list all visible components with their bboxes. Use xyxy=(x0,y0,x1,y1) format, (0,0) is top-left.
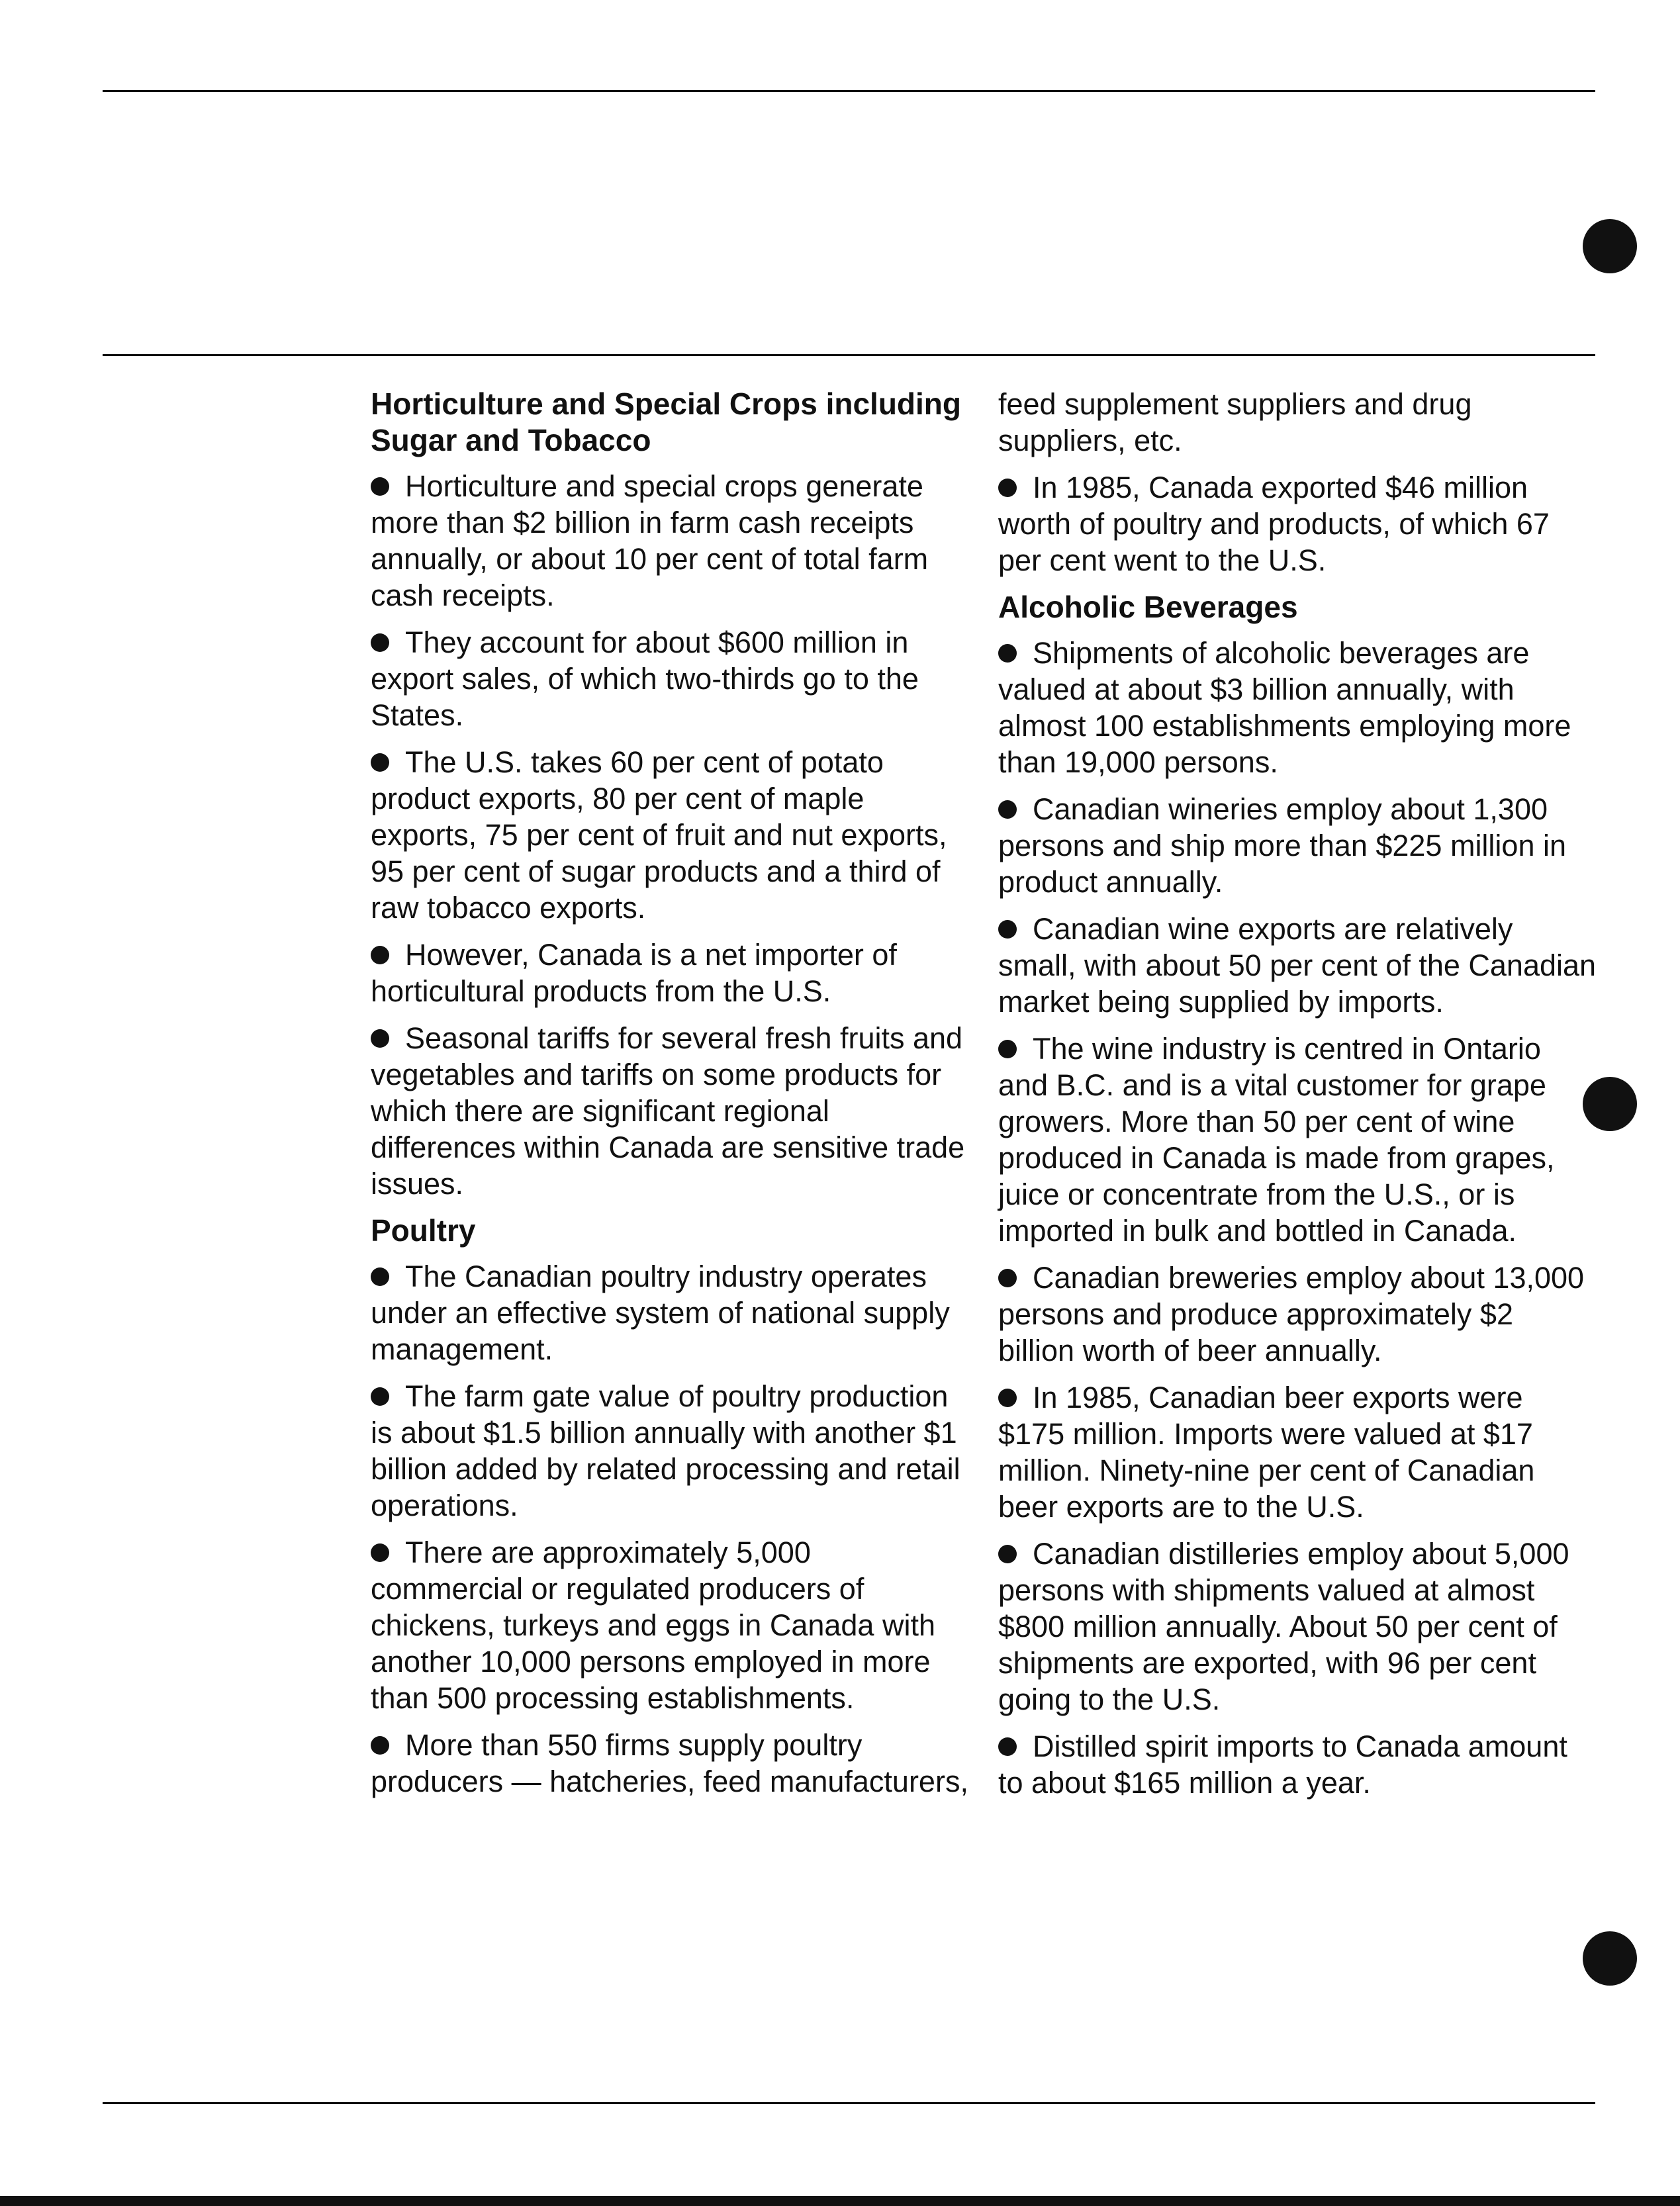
bullet-text: Horticulture and special crops generate more than $2 billion in farm cash receipts annually, or about 10 per cent of total farm cash receipts. xyxy=(371,469,929,612)
bullet-item xyxy=(998,911,1597,1020)
bullet-text: Canadian wine exports are relatively small, with about 50 per cent of the Canadian market being supplied by imports. xyxy=(998,912,1597,1019)
bullet-text: Shipments of alcoholic beverages are valued at about $3 billion annually, with almost 100 establishments employing more than 19,000 persons. xyxy=(998,636,1571,779)
bullet-text: Canadian breweries employ about 13,000 persons and produce approximately $2 billion worth of beer annually. xyxy=(998,1261,1585,1367)
bullet-icon xyxy=(371,633,389,652)
bullet-icon xyxy=(998,1737,1017,1756)
bullet-icon xyxy=(998,800,1017,819)
page-edge-bar xyxy=(0,2196,1680,2206)
bullet-item xyxy=(371,937,970,1009)
bullet-text: In 1985, Canadian beer exports were $175 million. Imports were valued at $17 million. Ninety-nine per cent of Canadian beer exports are to the U.S. xyxy=(998,1381,1535,1524)
bullet-icon xyxy=(998,644,1017,663)
bullet-text: The wine industry is centred in Ontario and B.C. and is a vital customer for grape growers. More than 50 per cent of wine produced in Canada is made from grapes, juice or concentrate from the U.S., or is imported in bulk and bottled in Canada. xyxy=(998,1032,1555,1248)
bullet-text: In 1985, Canada exported $46 million worth of poultry and products, of which 67 per cent went to the U.S. xyxy=(998,471,1550,577)
bullet-icon xyxy=(371,1029,389,1048)
punch-hole-icon xyxy=(1583,1931,1637,1986)
bullet-text: The Canadian poultry industry operates under an effective system of national supply management. xyxy=(371,1260,950,1366)
bullet-icon xyxy=(371,1543,389,1562)
bullet-item xyxy=(371,1378,970,1524)
section-heading-horticulture: Horticulture and Special Crops including Sugar and Tobacco xyxy=(371,387,961,457)
bullet-text: They account for about $600 million in export sales, of which two-thirds go to the States. xyxy=(371,625,919,732)
bullet-text: The U.S. takes 60 per cent of potato product exports, 80 per cent of maple exports, 75 per cent of fruit and nut exports, 95 per cent of sugar products and a third of raw tobacco exports. xyxy=(371,745,947,925)
bullet-icon xyxy=(998,1269,1017,1287)
section-heading-poultry: Poultry xyxy=(371,1213,476,1248)
bullet-item xyxy=(998,1536,1597,1718)
bullet-icon xyxy=(371,1387,389,1406)
bullet-item xyxy=(371,468,970,614)
left-column xyxy=(371,386,970,1810)
bullet-item xyxy=(998,1728,1597,1801)
bullet-icon xyxy=(998,1040,1017,1058)
bullet-item xyxy=(998,469,1597,578)
bullet-icon xyxy=(998,920,1017,939)
bullet-icon xyxy=(371,1736,389,1755)
bullet-icon xyxy=(371,946,389,964)
continued-paragraph: feed supplement suppliers and drug suppliers, etc. xyxy=(998,387,1472,457)
top-rule-1 xyxy=(103,90,1595,92)
top-rule-2 xyxy=(103,354,1595,356)
bullet-item xyxy=(998,1379,1597,1525)
bullet-item xyxy=(998,791,1597,900)
bullet-icon xyxy=(371,1267,389,1286)
bullet-item xyxy=(371,1258,970,1367)
bullet-text: More than 550 firms supply poultry producers — hatcheries, feed manufacturers, xyxy=(371,1728,968,1798)
bullet-text: Canadian wineries employ about 1,300 persons and ship more than $225 million in product annually. xyxy=(998,792,1567,899)
bullet-icon xyxy=(371,477,389,496)
right-column xyxy=(998,386,1597,1812)
bullet-icon xyxy=(998,1545,1017,1563)
section-heading-alcoholic-beverages: Alcoholic Beverages xyxy=(998,590,1298,624)
bullet-item xyxy=(371,1534,970,1716)
bullet-item xyxy=(371,624,970,733)
bullet-text: However, Canada is a net importer of horticultural products from the U.S. xyxy=(371,938,897,1008)
bullet-item xyxy=(998,1031,1597,1249)
bullet-icon xyxy=(371,753,389,772)
bullet-item xyxy=(371,1020,970,1202)
bullet-text: The farm gate value of poultry production is about $1.5 billion annually with another $1 billion added by related processing and retail operations. xyxy=(371,1379,960,1522)
bullet-icon xyxy=(998,1389,1017,1407)
bottom-rule xyxy=(103,2102,1595,2104)
bullet-item xyxy=(998,635,1597,780)
bullet-text: Seasonal tariffs for several fresh fruits and vegetables and tariffs on some products for which there are significant regional differences within Canada are sensitive trade issues. xyxy=(371,1021,965,1201)
bullet-item xyxy=(371,744,970,926)
bullet-text: Canadian distilleries employ about 5,000 persons with shipments valued at almost $800 million annually. About 50 per cent of shipments are exported, with 96 per cent going to the U.S. xyxy=(998,1537,1569,1716)
bullet-text: Distilled spirit imports to Canada amount to about $165 million a year. xyxy=(998,1729,1567,1800)
bullet-icon xyxy=(998,479,1017,497)
bullet-text: There are approximately 5,000 commercial or regulated producers of chickens, turkeys and eggs in Canada with another 10,000 persons employed in more than 500 processing establishments. xyxy=(371,1536,935,1715)
bullet-item xyxy=(998,1260,1597,1369)
punch-hole-icon xyxy=(1583,219,1637,273)
bullet-item xyxy=(371,1727,970,1800)
